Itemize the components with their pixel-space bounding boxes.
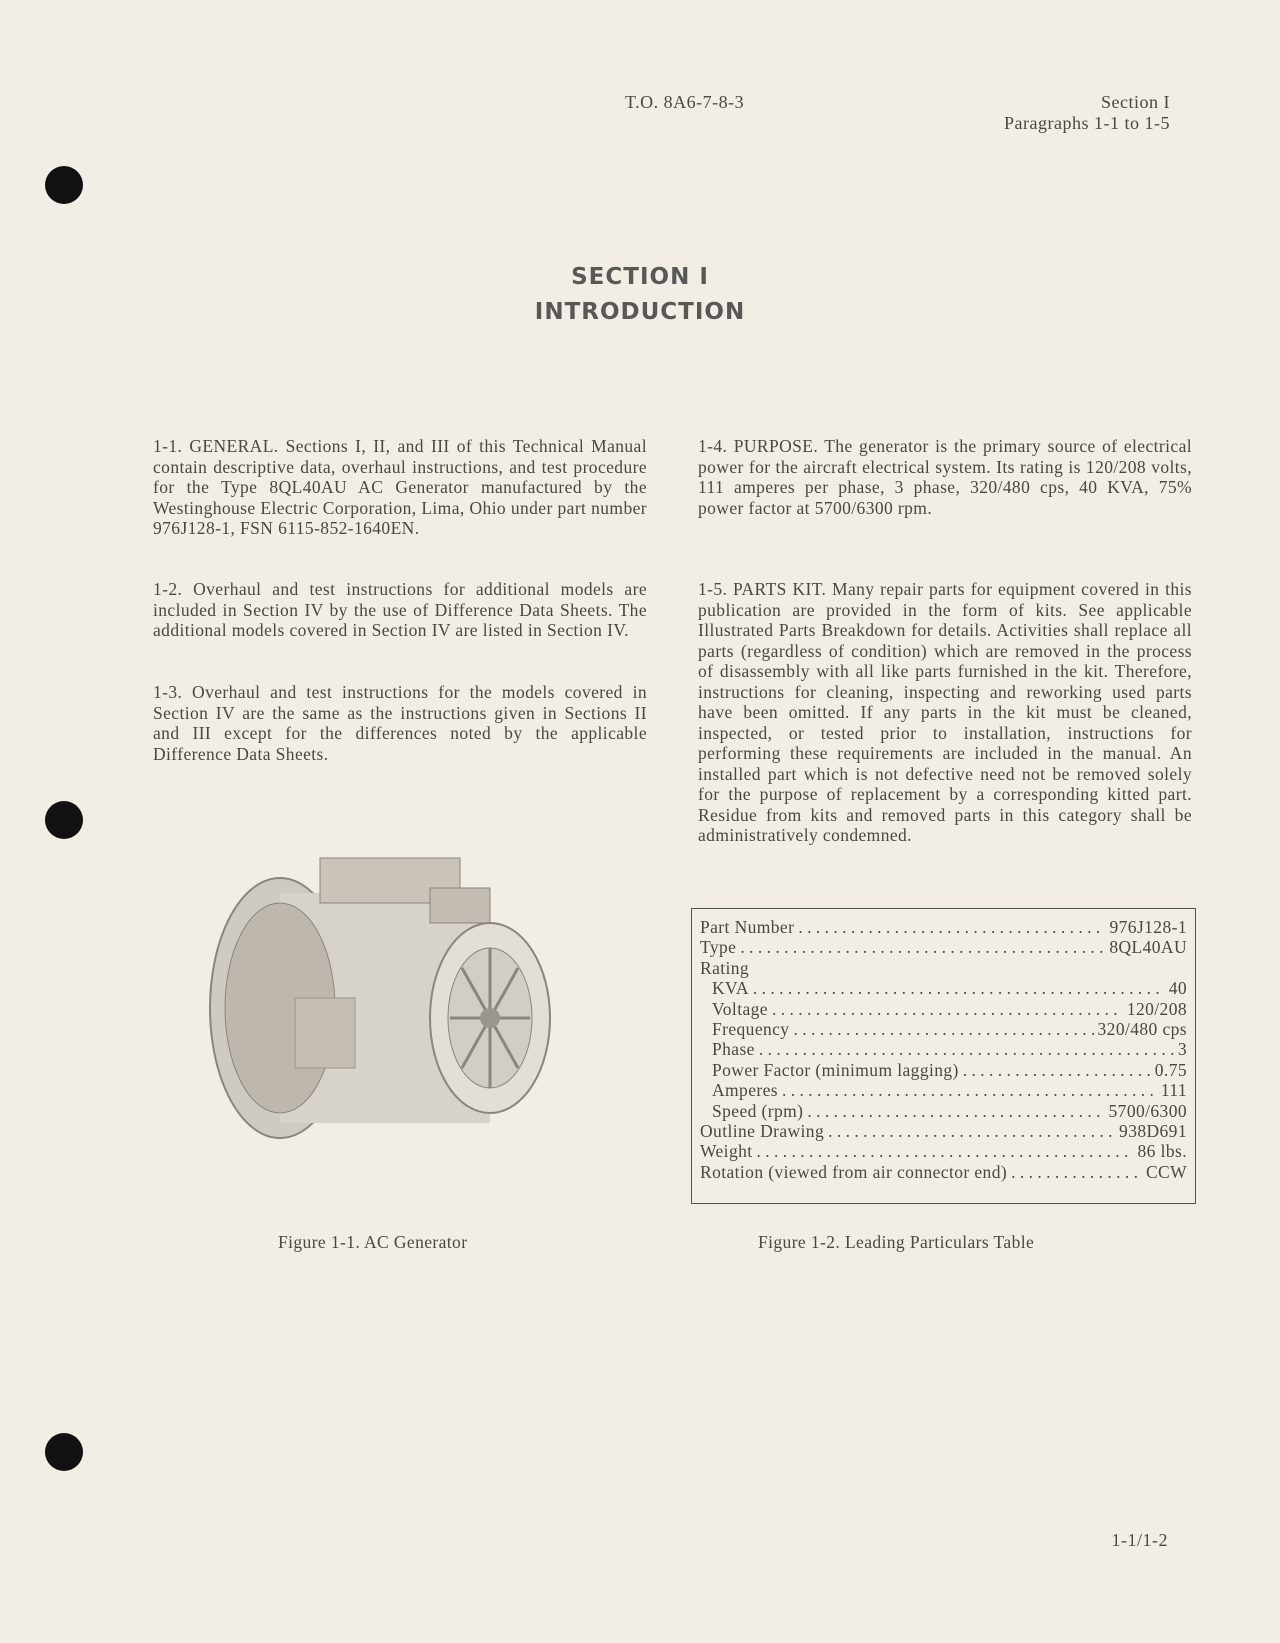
punch-hole bbox=[45, 801, 83, 839]
row-value: 86 lbs. bbox=[1137, 1141, 1187, 1162]
table-row bbox=[700, 1039, 1187, 1059]
leader-dots bbox=[753, 978, 1165, 998]
paragraph-text: 1-1. GENERAL. Sections I, II, and III of this Technical Manual contain descriptive data, overhaul instructions, and test procedure for the Type 8QL40AU AC Generator manufactured by the Westinghouse Electric Corporation, Lima, Ohio under part number 976J128-1, FSN 6115-852-1640EN. bbox=[153, 436, 647, 538]
leader-dots bbox=[798, 917, 1105, 937]
section-title: SECTION I bbox=[571, 264, 709, 290]
technical-order-number: T.O. 8A6-7-8-3 bbox=[625, 92, 745, 112]
page-number: 1-1/1-2 bbox=[1111, 1530, 1168, 1550]
paragraph-text: 1-3. Overhaul and test instructions for the models covered in Section IV are the same as the instructions given in Sections II and III except for the differences noted by the applicable Difference Data Sheets. bbox=[153, 682, 647, 764]
figure-1-2-caption: Figure 1-2. Leading Particulars Table bbox=[758, 1232, 1035, 1252]
paragraph-1-3 bbox=[153, 682, 647, 764]
row-value: 8QL40AU bbox=[1109, 937, 1187, 958]
table-row bbox=[700, 1121, 1187, 1141]
paragraph-1-5 bbox=[698, 579, 1192, 846]
leader-dots bbox=[782, 1080, 1157, 1100]
table-row bbox=[700, 1019, 1187, 1039]
table-row bbox=[700, 1101, 1187, 1121]
table-row bbox=[700, 958, 1187, 978]
row-value: CCW bbox=[1145, 1161, 1187, 1182]
paragraphs-range: Paragraphs 1-1 to 1-5 bbox=[1004, 113, 1170, 133]
row-label: Voltage bbox=[712, 998, 768, 1019]
ac-generator-illustration bbox=[200, 848, 590, 1164]
row-value: 40 bbox=[1168, 978, 1187, 999]
table-row bbox=[700, 978, 1187, 998]
paragraph-text: 1-4. PURPOSE. The generator is the primary source of electrical power for the aircraft electrical system. Its rating is 120/208 volts, 111 amperes per phase, 3 phase, 320/480 cps, 40 KVA, 75% power factor at 5700/6300 rpm. bbox=[698, 436, 1192, 518]
table-row bbox=[700, 1060, 1187, 1080]
row-value: 0.75 bbox=[1154, 1059, 1187, 1080]
punch-hole bbox=[45, 166, 83, 204]
table-row bbox=[700, 937, 1187, 957]
punch-hole bbox=[45, 1433, 83, 1471]
leader-dots bbox=[793, 1019, 1093, 1039]
row-value: 120/208 bbox=[1126, 998, 1187, 1019]
row-label: Rating bbox=[700, 957, 750, 978]
row-value: 976J128-1 bbox=[1109, 917, 1187, 937]
table-row bbox=[700, 999, 1187, 1019]
paragraph-text: 1-5. PARTS KIT. Many repair parts for equipment covered in this publication are provided in the form of kits. See applicable Illustrated Parts Breakdown for details. Activities shall replace all parts (regardless of condition) which are removed in the process of disassembly with all like parts furnished in the kit. Therefore, instructions for cleaning, inspecting and reworking used parts have been omitted. If any parts in the kit must be cleaned, inspected, or tested prior to installation, instructions for performing these requirements are included in the manual. An installed part which is not defective need not be removed solely for the purpose of replacement by a corresponding kitted part. Residue from kits and removed parts in this category shall be administratively condemned. bbox=[698, 579, 1192, 845]
row-label: Type bbox=[700, 937, 737, 958]
leader-dots bbox=[828, 1121, 1115, 1141]
row-label: Rotation (viewed from air connector end) bbox=[700, 1161, 1008, 1182]
leading-particulars-table bbox=[691, 908, 1196, 1204]
row-label: Speed (rpm) bbox=[712, 1100, 804, 1121]
section-label: Section I bbox=[1101, 92, 1170, 112]
row-value: 3 bbox=[1177, 1039, 1187, 1060]
leader-dots bbox=[963, 1060, 1151, 1080]
row-value: 320/480 cps bbox=[1097, 1019, 1187, 1040]
leader-dots bbox=[772, 999, 1123, 1019]
row-label: Outline Drawing bbox=[700, 1121, 825, 1142]
row-value: 111 bbox=[1160, 1080, 1187, 1101]
table-row bbox=[700, 1080, 1187, 1100]
row-label: Amperes bbox=[712, 1080, 778, 1101]
row-label: Power Factor (minimum lagging) bbox=[712, 1059, 959, 1080]
row-label: Weight bbox=[700, 1141, 753, 1162]
leader-dots bbox=[807, 1101, 1104, 1121]
leader-dots bbox=[740, 937, 1105, 957]
table-row bbox=[700, 1141, 1187, 1161]
row-label: Frequency bbox=[712, 1019, 790, 1040]
paragraph-text: 1-2. Overhaul and test instructions for additional models are included in Section IV by the use of Difference Data Sheets. The additional models covered in Section IV are listed in Section IV. bbox=[153, 579, 647, 640]
paragraph-1-4 bbox=[698, 436, 1192, 518]
section-subtitle: INTRODUCTION bbox=[534, 299, 746, 325]
table-row bbox=[700, 917, 1187, 937]
leader-dots bbox=[1011, 1162, 1142, 1182]
leader-dots bbox=[759, 1039, 1174, 1059]
paragraph-1-2 bbox=[153, 579, 647, 641]
leader-dots bbox=[757, 1141, 1134, 1161]
figure-1-1-caption: Figure 1-1. AC Generator bbox=[278, 1232, 468, 1252]
paragraph-1-1 bbox=[153, 436, 647, 539]
row-value: 5700/6300 bbox=[1108, 1100, 1187, 1121]
row-value: 938D691 bbox=[1119, 1121, 1187, 1142]
row-label: KVA bbox=[712, 978, 749, 999]
table-row bbox=[700, 1162, 1187, 1182]
row-label: Part Number bbox=[700, 917, 795, 937]
row-label: Phase bbox=[712, 1039, 755, 1060]
